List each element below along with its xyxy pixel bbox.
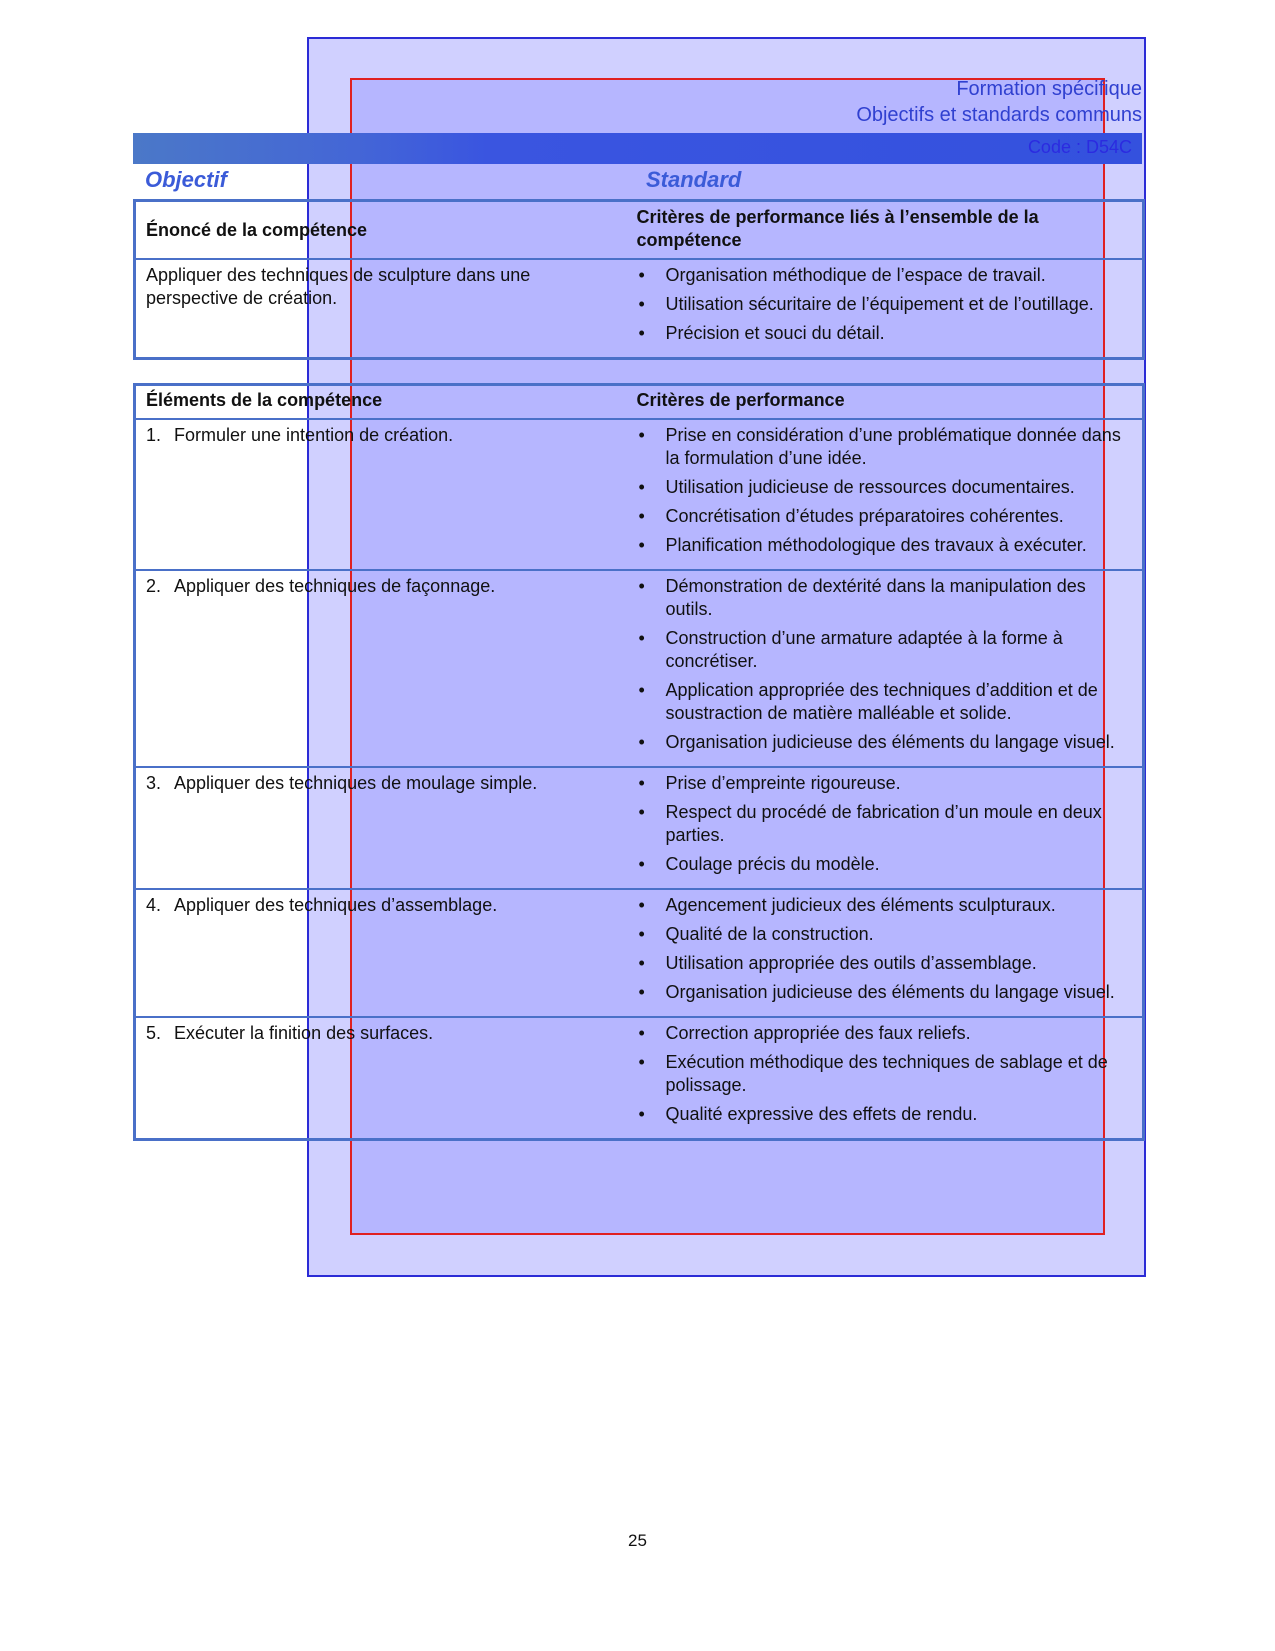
element-cell — [135, 1017, 627, 1140]
competency-code: Code : D54C — [1027, 137, 1132, 157]
critere-item: • Correction appropriée des faux reliefs. — [637, 1022, 1135, 1045]
critere-item: • Utilisation sécuritaire de l’équipement et de l’outillage. — [637, 293, 1135, 316]
criteres-cell — [627, 570, 1144, 767]
element-row — [135, 767, 1144, 889]
critere-item: • Organisation méthodique de l’espace de travail. — [637, 264, 1135, 287]
elements-table — [133, 383, 1145, 1141]
critere-item: • Qualité expressive des effets de rendu. — [637, 1103, 1135, 1126]
element-text: Formuler une intention de création. — [174, 425, 454, 445]
element-cell — [135, 767, 627, 889]
critere-item: • Organisation judicieuse des éléments du langage visuel. — [637, 981, 1135, 1004]
page-number: 25 — [628, 1531, 647, 1550]
element-number: 1. — [146, 425, 162, 445]
critere-item: • Coulage précis du modèle. — [637, 853, 1135, 876]
enonce-table — [133, 199, 1145, 360]
critere-item: • Agencement judicieux des éléments sculpturaux. — [637, 894, 1135, 917]
code-bar — [133, 133, 1142, 164]
header-title: Formation spécifique — [956, 78, 1142, 100]
critere-item: • Organisation judicieuse des éléments du langage visuel. — [637, 731, 1135, 754]
criteres-cell — [627, 889, 1144, 1017]
section-labels — [145, 167, 1142, 197]
element-text: Appliquer des techniques de moulage simple. — [174, 773, 538, 793]
criteres-global-header: Critères de performance liés à l’ensemble de la compétence — [636, 207, 1039, 250]
element-cell — [135, 570, 627, 767]
element-number: 3. — [146, 773, 162, 793]
critere-item: • Précision et souci du détail. — [637, 322, 1135, 345]
element-row — [135, 570, 1144, 767]
element-text: Appliquer des techniques de façonnage. — [174, 576, 496, 596]
enonce-header-row — [135, 201, 1144, 260]
enonce-text: Appliquer des techniques de sculpture dans une perspective de création. — [135, 259, 627, 359]
critere-item: • Démonstration de dextérité dans la manipulation des outils. — [637, 575, 1135, 621]
element-number: 5. — [146, 1023, 162, 1043]
elements-header-row — [135, 385, 1144, 420]
element-number: 2. — [146, 576, 162, 596]
criteres-global-cell — [627, 259, 1144, 359]
critere-item: • Prise d’empreinte rigoureuse. — [637, 772, 1135, 795]
element-text: Exécuter la finition des surfaces. — [174, 1023, 434, 1043]
critere-item: • Planification méthodologique des travaux à exécuter. — [637, 534, 1135, 557]
criteres-list — [637, 424, 1135, 557]
criteres-header: Critères de performance — [636, 390, 845, 410]
critere-item: • Concrétisation d’études préparatoires cohérentes. — [637, 505, 1135, 528]
element-cell — [135, 419, 627, 570]
critere-item: • Construction d’une armature adaptée à la forme à concrétiser. — [637, 627, 1135, 673]
header-subtitle: Objectifs et standards communs — [856, 104, 1142, 126]
element-text: Appliquer des techniques d’assemblage. — [174, 895, 498, 915]
element-number: 4. — [146, 895, 162, 915]
enonce-header: Énoncé de la compétence — [146, 220, 368, 240]
standard-label: Standard — [646, 167, 742, 192]
critere-item: • Prise en considération d’une problématique donnée dans la formulation d’une idée. — [637, 424, 1135, 470]
criteres-list — [637, 575, 1135, 754]
critere-item: • Exécution méthodique des techniques de sablage et de polissage. — [637, 1051, 1135, 1097]
critere-item: • Qualité de la construction. — [637, 923, 1135, 946]
document-header — [856, 76, 1142, 128]
criteres-cell — [627, 767, 1144, 889]
criteres-global-list — [637, 264, 1135, 345]
enonce-row — [135, 259, 1144, 359]
critere-item: • Respect du procédé de fabrication d’un moule en deux parties. — [637, 801, 1135, 847]
critere-item: • Utilisation judicieuse de ressources documentaires. — [637, 476, 1135, 499]
criteres-cell — [627, 419, 1144, 570]
element-cell — [135, 889, 627, 1017]
criteres-list — [637, 1022, 1135, 1126]
criteres-list — [637, 772, 1135, 876]
critere-item: • Application appropriée des techniques d’addition et de soustraction de matière malléable et solide. — [637, 679, 1135, 725]
element-row — [135, 419, 1144, 570]
elements-header: Éléments de la compétence — [146, 390, 383, 410]
critere-item: • Utilisation appropriée des outils d’assemblage. — [637, 952, 1135, 975]
element-row — [135, 1017, 1144, 1140]
element-row — [135, 889, 1144, 1017]
criteres-list — [637, 894, 1135, 1004]
objectif-label: Objectif — [145, 167, 227, 192]
criteres-cell — [627, 1017, 1144, 1140]
